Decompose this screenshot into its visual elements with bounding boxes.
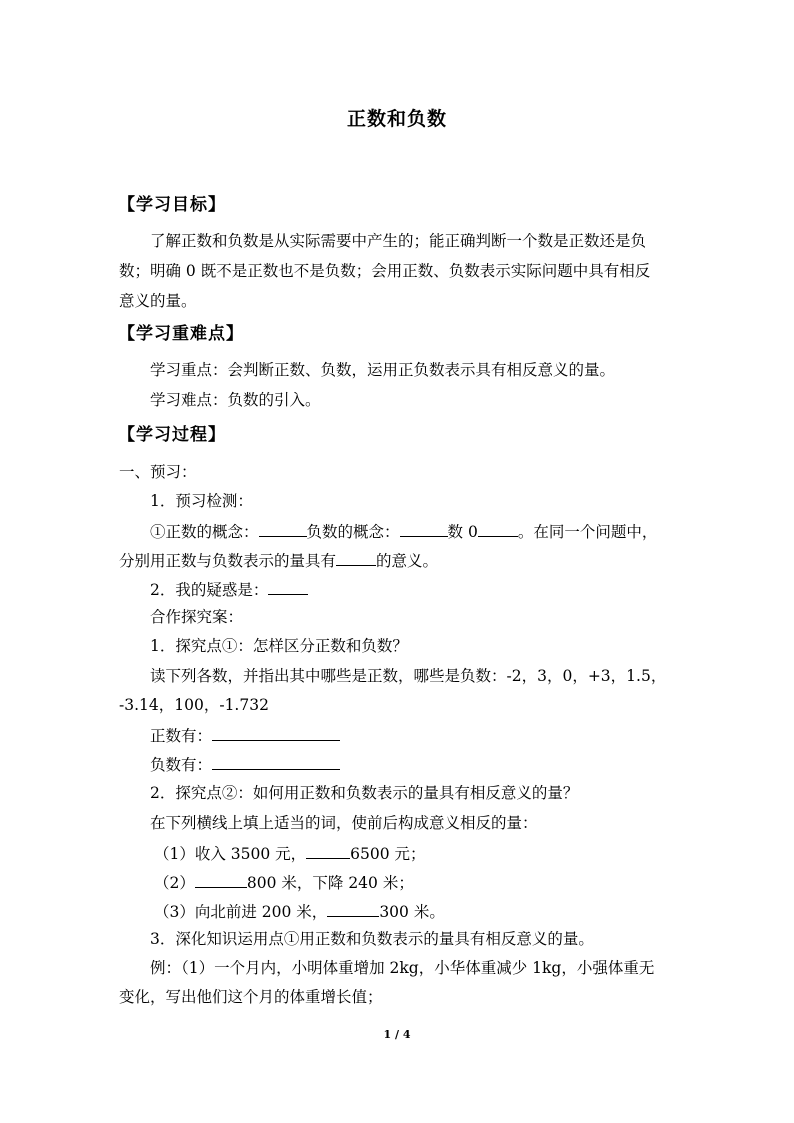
preview-label: 一、预习： [119, 463, 197, 481]
fill-item-1 [154, 842, 426, 864]
cooperation-label: 合作探究案： [150, 608, 244, 626]
fill-item-2 [154, 871, 414, 893]
explore-point-2: 2．探究点②：如何用正数和负数表示的量具有相反意义的量？ [150, 784, 579, 802]
answer-blank[interactable] [478, 520, 518, 537]
difficult-point-line: 学习难点：负数的引入。 [150, 391, 321, 409]
example-line: 例：（1）一个月内，小明体重增加 2kg，小华体重减少 1kg，小强体重无 [150, 959, 655, 977]
page-title: 正数和负数 [346, 108, 447, 130]
heading-key-points: 【学习重难点】 [118, 324, 244, 344]
text-segment: 正数有： [150, 727, 213, 745]
answer-blank[interactable] [400, 520, 448, 537]
text-segment: （2） [154, 874, 195, 892]
text-segment: （1）收入 3500 元， [154, 845, 307, 863]
answer-blank[interactable] [195, 871, 247, 888]
answer-blank[interactable] [259, 520, 307, 537]
text-segment: 2．我的疑惑是： [150, 581, 269, 599]
goal-paragraph-line: 了解正数和负数是从实际需要中产生的；能正确判断一个数是正数还是负 [150, 232, 647, 250]
answer-blank[interactable] [336, 549, 376, 566]
answer-blank[interactable] [268, 578, 308, 595]
key-point-line: 学习重点：会判断正数、负数，运用正负数表示具有相反意义的量。 [150, 361, 616, 379]
text-segment: 6500 元； [350, 845, 426, 863]
answer-blank[interactable] [212, 724, 340, 741]
deepen-knowledge-line: 3．深化知识运用点①用正数和负数表示的量具有相反意义的量。 [150, 930, 594, 948]
answer-blank[interactable] [212, 753, 340, 770]
doubt-line [150, 578, 308, 600]
heading-learning-goals: 【学习目标】 [118, 195, 226, 215]
read-numbers-line: 读下列各数，并指出其中哪些是正数，哪些是负数：-2，3，0，+3，1.5， [150, 667, 667, 685]
explore-point-1: 1．探究点①：怎样区分正数和负数？ [150, 637, 408, 655]
text-segment: （3）向北前进 200 米， [154, 903, 328, 921]
text-segment: ①正数的概念： [150, 523, 259, 541]
goal-paragraph-line: 意义的量。 [119, 292, 197, 310]
question-opposite-meaning-line [119, 549, 438, 571]
heading-learning-process: 【学习过程】 [118, 425, 226, 445]
read-numbers-line: -3.14，100，-1.732 [119, 696, 269, 714]
question-concepts-line [150, 520, 657, 542]
fill-instruction: 在下列横线上填上适当的词，使前后构成意义相反的量： [150, 814, 538, 832]
text-segment: 的意义。 [376, 552, 439, 570]
goal-paragraph-line: 数；明确 0 既不是正数也不是负数；会用正数、负数表示实际问题中具有相反 [119, 262, 651, 280]
text-segment: 分别用正数与负数表示的量具有 [119, 552, 337, 570]
negative-numbers-line [150, 753, 340, 775]
text-segment: 。在同一个问题中， [517, 523, 658, 541]
fill-item-3 [154, 900, 445, 922]
text-segment: 300 米。 [379, 903, 445, 921]
answer-blank[interactable] [306, 842, 350, 859]
text-segment: 800 米，下降 240 米； [246, 874, 414, 892]
example-line: 变化，写出他们这个月的体重增长值； [119, 988, 383, 1006]
positive-numbers-line [150, 724, 340, 746]
preview-check-label: 1．预习检测： [150, 492, 253, 510]
text-segment: 负数的概念： [306, 523, 400, 541]
answer-blank[interactable] [327, 900, 379, 917]
text-segment: 负数有： [150, 756, 213, 774]
page-number: 1 / 4 [383, 1028, 411, 1041]
text-segment: 数 0 [447, 523, 478, 541]
